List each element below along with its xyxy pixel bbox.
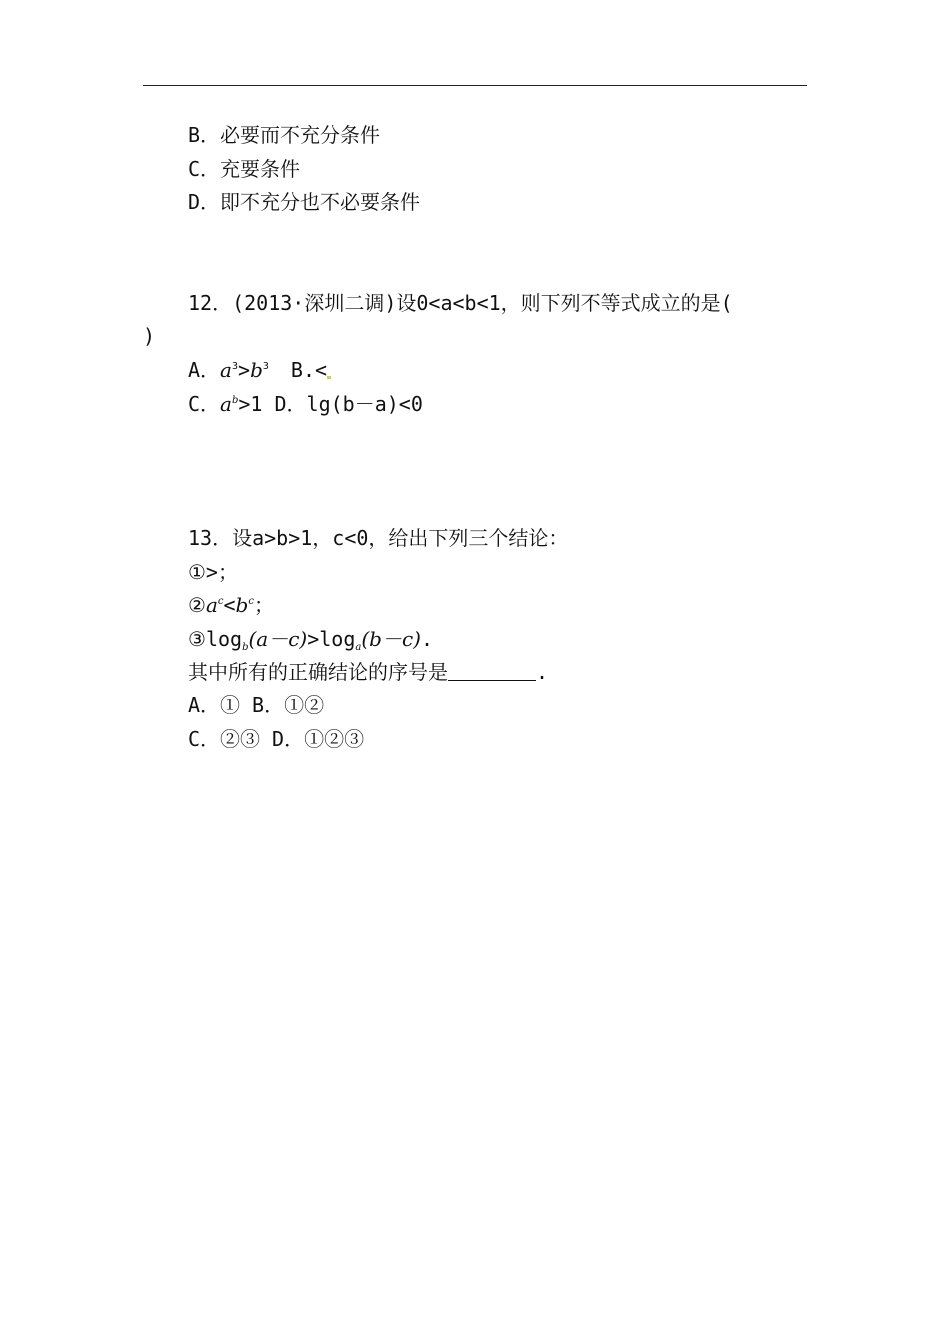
q13-item-3-sub2: a: [355, 642, 362, 653]
q12-option-c-base: a: [220, 392, 232, 416]
q12-option-a-base-a: a: [220, 358, 232, 382]
q13-item-3-op: >: [307, 627, 320, 651]
q13-item-1: ①>；: [188, 560, 238, 584]
answer-blank: [448, 662, 536, 681]
q13-option-a: A．①: [188, 693, 241, 717]
header-rule: [143, 85, 807, 86]
q13-item-2-end: ；: [253, 593, 274, 617]
q13-item-3-end: .: [420, 627, 433, 651]
q13-options-cd: [188, 727, 364, 751]
q12-option-a-exp-a: 3: [231, 361, 239, 372]
q12-option-a-label: A．: [188, 358, 221, 382]
q13-stem: 13．设a>b>1，c<0，给出下列三个结论：: [188, 526, 569, 550]
q12-stem-close: ): [143, 324, 156, 348]
q12-stem: 12．(2013·深圳二调)设0<a<b<1，则下列不等式成立的是(: [188, 291, 733, 315]
q12-option-c-exp: b: [231, 395, 239, 406]
q12-option-a-base-b: b: [250, 358, 263, 382]
q12-option-d-math: lg(b－a)<0: [306, 392, 423, 416]
q13-option-c: C．②③: [188, 727, 261, 751]
q13-item-2-op: <: [223, 593, 236, 617]
q12-options-cd: [188, 392, 423, 416]
q13-item-2-exp-a: c: [217, 596, 224, 607]
q13-item-2-base-b: b: [235, 593, 249, 617]
q13-item-3-sub1: b: [242, 642, 249, 653]
q13-item-3-num: ③: [188, 627, 206, 651]
q13-item-3: [188, 627, 433, 651]
q13-item-3-arg2: (b－c): [361, 627, 421, 651]
q11-option-b: B．必要而不充分条件: [188, 123, 381, 147]
q12-option-b: B.<: [290, 358, 328, 382]
q12-options-ab: [188, 358, 331, 382]
q13-item-2-exp-b: c: [248, 596, 254, 607]
q12-option-c-rest: >1: [238, 392, 263, 416]
q13-option-b: B．①②: [252, 693, 325, 717]
q12-option-a-op: >: [238, 358, 251, 382]
q13-question: [188, 660, 548, 684]
q13-question-end: .: [536, 660, 549, 684]
q11-option-d: D．即不充分也不必要条件: [188, 190, 421, 214]
q13-item-3-log2: log: [319, 627, 356, 651]
q11-option-c: C．充要条件: [188, 157, 301, 181]
missing-image-mark: [327, 376, 331, 379]
q13-options-ab: [188, 693, 324, 717]
q13-item-2-base-a: a: [205, 593, 218, 617]
q12-option-c-label: C．: [188, 392, 221, 416]
q13-option-d: D．①②③: [272, 727, 365, 751]
q13-item-3-log1: log: [205, 627, 243, 651]
q13-item-3-arg1: (a－c): [248, 627, 308, 651]
q13-question-text: 其中所有的正确结论的序号是: [188, 660, 448, 684]
q12-option-d-label: D．: [274, 392, 307, 416]
q12-option-a-exp-b: 3: [262, 361, 269, 372]
q13-item-2: [188, 593, 274, 617]
q13-item-2-num: ②: [188, 593, 206, 617]
